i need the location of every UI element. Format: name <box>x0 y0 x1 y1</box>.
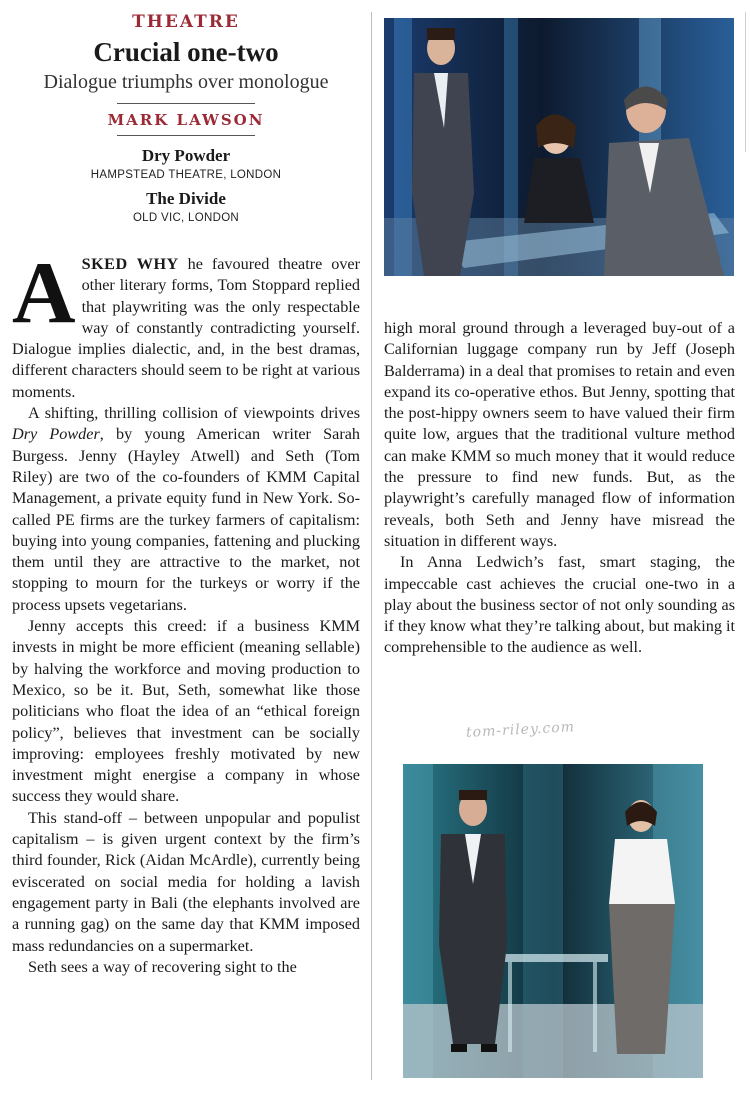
photo-illustration-trio <box>384 18 734 276</box>
stage-photo-dry-powder <box>384 18 734 276</box>
page-edge-rule <box>745 12 746 152</box>
stage-photo-duo <box>403 764 703 1078</box>
article-body-right <box>384 318 735 659</box>
paragraph-5-continued: high moral ground through a leveraged buy-out of a Californian luggage company run by Jeff (Joseph Balderrama) in a deal that promises to retain and even expand its co-operative ethos. But Jenny, spotting that the post-hippy owners seem to have valued their firm quite low, argues that the traditional vulture method can make KMM so much money that it would reduce the pressure to find new funds. But, as the playwright’s carefully managed flow of information reveals, both Seth and Jenny have misread the situation in different ways. <box>384 319 735 550</box>
paragraph-1-text: he favoured theatre over other literary forms, Tom Stoppard replied that playwriting was the only respectable way of constantly contradicting yourself. Dialogue implies dialectic, and, in the best dramas, different characters should seem to be right at various moments. <box>12 255 360 401</box>
photo-illustration-duo <box>403 764 703 1078</box>
column-divider <box>371 12 372 1080</box>
left-column <box>12 0 360 978</box>
header-rule-bottom <box>117 135 255 136</box>
paragraph-4: This stand-off – between unpopular and populist capitalism – is given urgent context by the firm’s third founder, Rick (Aidan McArdle), currently being eviscerated on social media for holding a lavish engagement party in Bali (the elephants involved are a running gag) on the same day that KMM imposed mass redundancies on a supermarket. <box>12 808 360 955</box>
drop-cap: A <box>12 245 76 342</box>
paragraph-2-text-a: A shifting, thrilling collision of viewpoints drives <box>28 404 360 423</box>
site-watermark: tom-riley.com <box>465 719 576 741</box>
article-header <box>12 12 360 226</box>
paragraph-6: In Anna Ledwich’s fast, smart staging, the impeccable cast achieves the crucial one-two in a play about the business sector of not only sounding as if they know what they’re talking about, but making it comprehensible to the audience as well. <box>384 553 735 657</box>
play-title-italic: Dry Powder <box>12 425 100 444</box>
paragraph-2-text-b: , by young American writer Sarah Burgess. Jenny (Hayley Atwell) and Seth (Tom Riley) are two of the co-founders of KMM Capital Management, a private equity fund in New York. So-called PE firms are the turkey farmers of capitalism: buying into young companies, fattening and plucking them until they are attractive to the market, not stopping to mourn for the turkeys or worry if the process upsets vegetarians. <box>12 425 361 614</box>
header-rule-top <box>117 103 255 104</box>
section-label: THEATRE <box>132 12 240 32</box>
paragraph-1 <box>12 245 360 403</box>
play-title-dry-powder: Dry Powder <box>141 146 231 165</box>
lead-in: SKED WHY <box>81 255 179 273</box>
paragraph-5-start: Seth sees a way of recovering sight to the <box>28 957 297 976</box>
venue-old-vic: OLD VIC, LONDON <box>132 212 240 224</box>
article-body-left <box>12 245 361 978</box>
headline: Crucial one-two <box>93 37 279 67</box>
play-title-the-divide: The Divide <box>146 189 226 208</box>
paragraph-3: Jenny accepts this creed: if a business KMM invests in might be more efficient (meaning sellable) by halving the workforce and moving production to Mexico, so be it. But, Seth, somewhat like those politicians who float the idea of an “ethical foreign policy”, believes that investment can be socially improving: employees freshly motivated by new investment might energise a company in whose success they would share. <box>12 617 360 806</box>
standfirst: Dialogue triumphs over monologue <box>43 71 329 93</box>
byline: MARK LAWSON <box>107 111 265 129</box>
paragraph-2 <box>12 403 360 616</box>
venue-hampstead: HAMPSTEAD THEATRE, LONDON <box>90 169 282 181</box>
